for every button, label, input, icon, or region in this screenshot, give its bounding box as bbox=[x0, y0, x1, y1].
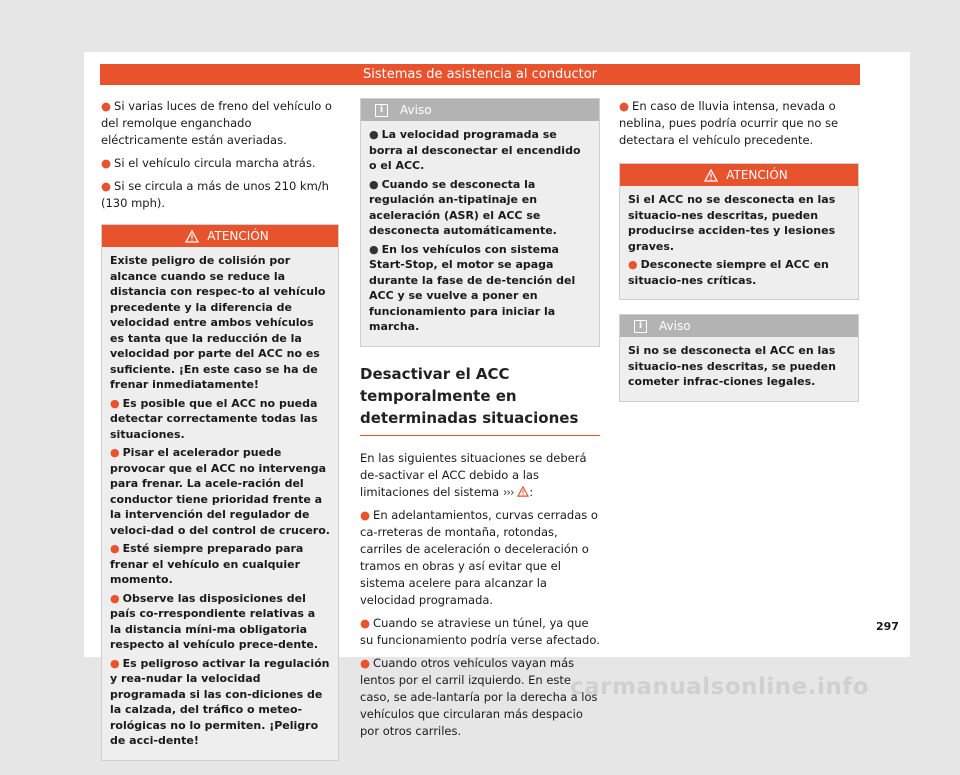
list-item: ● Cuando se atraviese un túnel, ya que su funcionamiento podría verse afectado. bbox=[360, 615, 600, 647]
info-icon: i bbox=[375, 104, 388, 117]
section-intro: En las siguientes situaciones se deberá de-sactivar el ACC debido a las limitaciones del sistema ››› : bbox=[360, 450, 587, 499]
list-item: ● Cuando otros vehículos vayan más lentos por el carril izquierdo. En este caso, se ade-lantaría por la derecha a los vehículos que circularan más despacio por otros carriles. bbox=[360, 655, 598, 738]
warning-body bbox=[620, 186, 858, 299]
bullet-icon: ● bbox=[369, 177, 379, 191]
warning-box bbox=[101, 224, 339, 761]
page-number: 297 bbox=[876, 620, 899, 633]
column-1 bbox=[101, 98, 339, 775]
bullet-icon: ● bbox=[628, 258, 638, 271]
list-item: ● Desconecte siempre el ACC en situacio-nes críticas. bbox=[628, 258, 829, 287]
list-item: ● Si se circula a más de unos 210 km/h (130 mph). bbox=[101, 179, 329, 210]
warning-box bbox=[619, 163, 859, 300]
list-item: ● Si varias luces de freno del vehículo o del remolque enganchado eléctricamente están averiadas. bbox=[101, 99, 332, 147]
list-item: ● Es peligroso activar la regulación y rea-nudar la velocidad programada si las con-diciones de la calzada, del tráfico o meteo-rológicas no lo permiten. ¡Peligro de acci-dente! bbox=[110, 656, 330, 747]
bullet-icon: ● bbox=[110, 542, 120, 555]
bullet-icon: ● bbox=[101, 99, 112, 113]
watermark: carmanualsonline.info bbox=[570, 674, 870, 700]
list-item: ● En adelantamientos, curvas cerradas o ca-rreteras de montaña, rotondas, carriles de aceleración o deceleración o tramos en obras y así evitar que el sistema acelere para alcanzar la velocidad programada. bbox=[360, 507, 598, 607]
note-intro: Si no se desconecta el ACC en las situacio-nes descritas, se pueden cometer infrac-ciones legales. bbox=[628, 344, 836, 388]
bullet-icon: ● bbox=[110, 396, 120, 410]
note-body bbox=[620, 337, 858, 401]
warning-title: ATENCIÓN bbox=[207, 229, 269, 243]
bullet-icon: ● bbox=[360, 615, 371, 630]
note-title: Aviso bbox=[659, 319, 691, 333]
list-item: ● Esté siempre preparado para frenar el vehículo en cualquier momento. bbox=[110, 542, 304, 586]
section-heading: Desactivar el ACC temporalmente en determinadas situaciones bbox=[360, 363, 600, 436]
bullet-icon: ● bbox=[619, 99, 630, 113]
note-title: Aviso bbox=[400, 103, 432, 117]
warning-body bbox=[102, 247, 338, 760]
bullet-icon: ● bbox=[110, 656, 120, 670]
column-2 bbox=[360, 98, 600, 746]
list-item: ● Si el vehículo circula marcha atrás. bbox=[101, 156, 316, 170]
note-box bbox=[360, 98, 600, 347]
page-header: Sistemas de asistencia al conductor bbox=[100, 64, 860, 85]
warning-triangle-icon bbox=[185, 230, 199, 243]
bullet-icon: ● bbox=[110, 591, 120, 605]
note-header bbox=[361, 99, 599, 121]
warning-title: ATENCIÓN bbox=[726, 168, 788, 182]
list-item: ● La velocidad programada se borra al desconectar el encendido o el ACC. bbox=[369, 128, 581, 172]
bullet-icon: ● bbox=[369, 242, 379, 256]
warning-header bbox=[620, 164, 858, 186]
list-item: ● Observe las disposiciones del país co-rrespondiente relativas a la distancia míni-ma obligatoria respecto al vehículo prece-dente. bbox=[110, 591, 319, 651]
list-item: ● Cuando se desconecta la regulación an-tipatinaje en aceleración (ASR) el ACC se desconecta automáticamente. bbox=[369, 177, 557, 237]
list-item: ● En caso de lluvia intensa, nevada o neblina, pues podría ocurrir que no se detectara el vehículo precedente. bbox=[619, 99, 839, 147]
warning-header bbox=[102, 225, 338, 247]
note-body bbox=[361, 121, 599, 346]
column-3 bbox=[619, 98, 859, 416]
warning-intro: Si el ACC no se desconecta en las situacio-nes descritas, pueden producirse acciden-tes y lesiones graves. bbox=[628, 193, 836, 253]
bullet-icon: ● bbox=[101, 156, 112, 170]
list-item: ● En los vehículos con sistema Start-Stop, el motor se apaga durante la fase de de-tención del ACC y se vuelve a poner en funcionamiento para iniciar la marcha. bbox=[369, 242, 576, 333]
note-header bbox=[620, 315, 858, 337]
bullet-icon: ● bbox=[369, 128, 379, 141]
bullet-icon: ● bbox=[110, 446, 120, 459]
bullet-icon: ● bbox=[101, 179, 112, 193]
list-item: ● Pisar el acelerador puede provocar que el ACC no intervenga para frenar. La acele-ración del conductor tiene prioridad frente a la intervención del regulador de veloci-dad o del control de crucero. bbox=[110, 446, 330, 537]
note-box bbox=[619, 314, 859, 402]
info-icon: i bbox=[634, 320, 647, 333]
bullet-icon: ● bbox=[360, 507, 371, 522]
warning-triangle-icon bbox=[517, 486, 529, 497]
warning-triangle-icon bbox=[704, 169, 718, 182]
warning-intro: Existe peligro de colisión por alcance cuando se reduce la distancia con respec-to al vehículo precedente y la diferencia de velocidad entre ambos vehículos es tanta que la reducción de la velocidad por parte del ACC no es suficiente. ¡En este caso se ha de frenar inmediatamente! bbox=[110, 254, 326, 391]
cross-reference-arrows[interactable]: ››› bbox=[502, 484, 514, 499]
bullet-icon: ● bbox=[360, 655, 371, 670]
list-item: ● Es posible que el ACC no pueda detectar correctamente todas las situaciones. bbox=[110, 396, 318, 441]
